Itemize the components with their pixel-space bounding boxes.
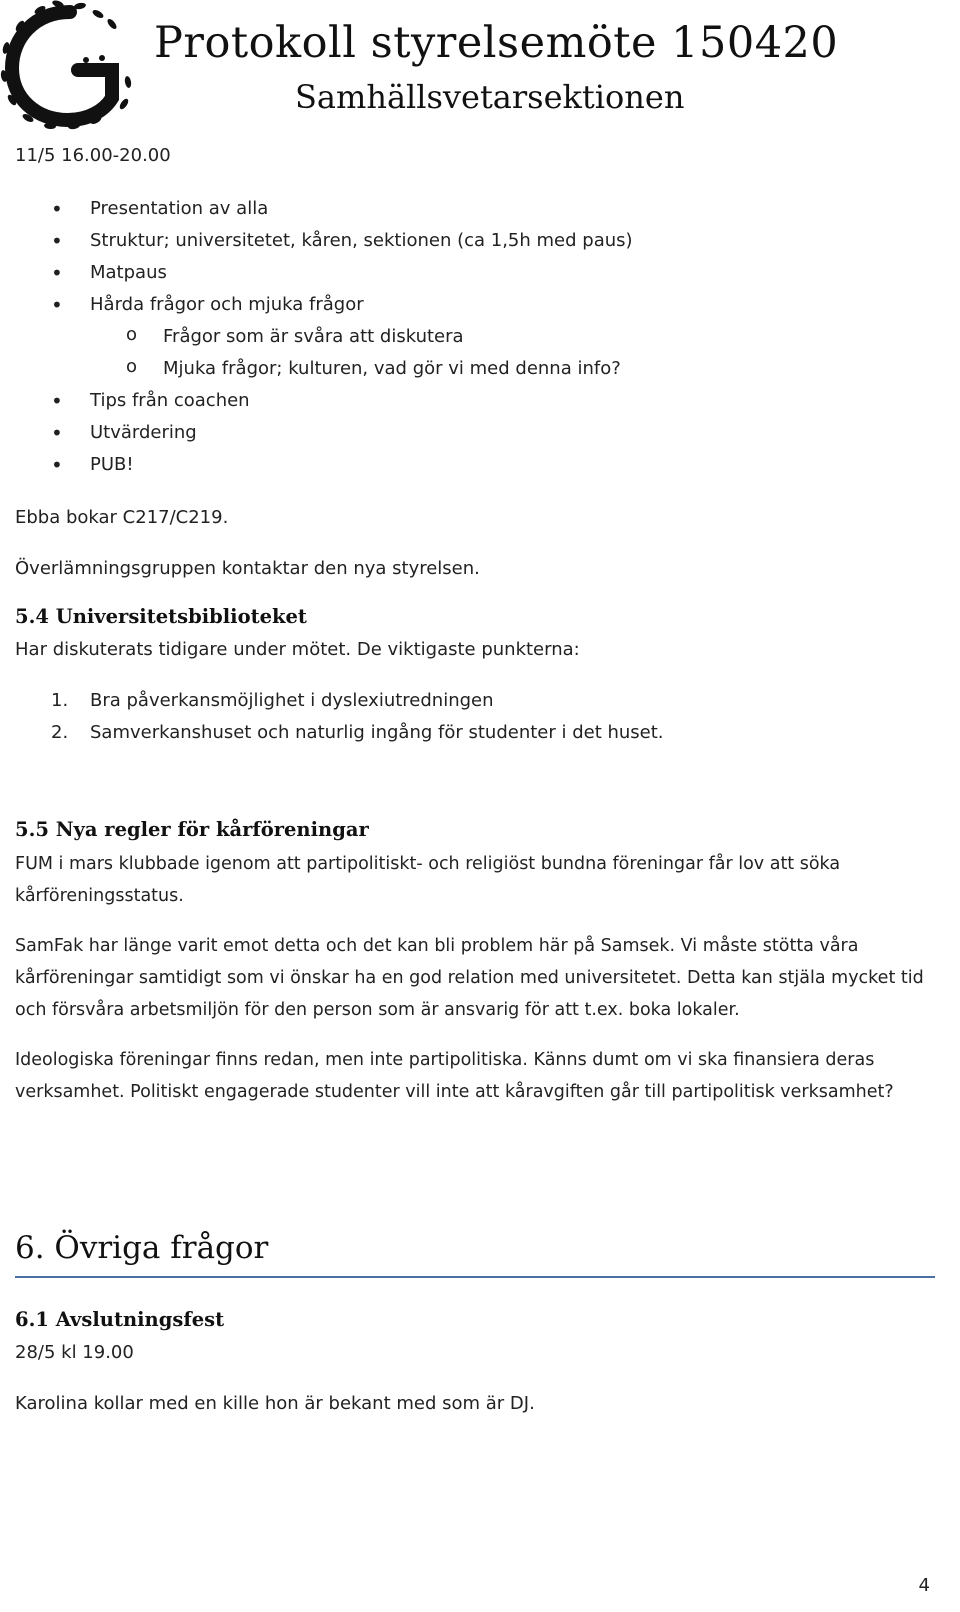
document-page: Protokoll styrelsemöte 150420 Samhällsvetarsektionen 11/5 16.00-20.00 • Presentation av alla • Struktur; universitetet, kåren, sektionen (ca 1,5h med paus) • Matpaus • Hårda frågor och mjuka frågor o Frågor som är svåra att diskutera o Mjuka frågor; kulturen, vad gör vi med denna info? • Tips från coachen • Utvärdering • PUB! Ebba bokar C217/C219. Överlämningsgruppen kontaktar den nya styrelsen. 5.4 Universitetsbiblioteket Har diskuterats tidigare under mötet. De viktigaste punkterna: 1. Bra påverkansmöjlighet i dyslexiutredningen 2. Samverkanshuset och naturlig ingång för studenter i det huset. 5.5 Nya regler för kårföreningar FUM i mars klubbade igenom att partipolitiskt- och religiöst bundna föreningar får lov att söka kårföreningsstatus. SamFak har länge varit emot detta och det kan bli problem här på Samsek. Vi måste stötta våra kårföreningar samtidigt som vi önskar ha en god relation med universitetet. Detta kan stjäla mycket tid och försvåra arbetsmiljön för den person som är ansvarig för att t.ex. boka lokaler. Ideologiska föreningar finns redan, men inte partipolitiska. Känns dumt om vi ska finansiera deras verksamhet. Politiskt engagerade studenter vill inte att kåravgiften går till partipolitisk verksamhet? 6. Övriga frågor 6.1 Avslutningsfest 28/5 kl 19.00 Karolina kollar med en kille hon är bekant med som är DJ. 4 [0, 0, 960, 1612]
document-title: Protokoll styrelsemöte 150420 [154, 18, 839, 68]
section-5-5-paragraph: FUM i mars klubbade igenom att partipolitiskt- och religiöst bundna föreningar får lov att söka kårföreningsstatus. [15, 854, 841, 906]
section-5-5-paragraph: SamFak har länge varit emot detta och det kan bli problem här på Samsek. Vi måste stötta våra kårföreningar samtidigt som vi önskar ha en god relation med universitetet. Detta kan stjäla mycket tid och försvåra arbetsmiljön för den person som är ansvarig för att t.ex. boka lokaler. [15, 936, 924, 1020]
dj-note: Karolina kollar med en kille hon är bekant med som är DJ. [15, 1393, 535, 1414]
page-number: 4 [918, 1575, 930, 1596]
bullet-icon: • [51, 453, 63, 477]
bullet-icon: • [51, 389, 63, 413]
section-heading-5-4: 5.4 Universitetsbiblioteket [15, 605, 307, 628]
bullet-icon: • [51, 421, 63, 445]
handover-note: Överlämningsgruppen kontaktar den nya styrelsen. [15, 558, 480, 579]
schedule-time: 11/5 16.00-20.00 [15, 145, 171, 166]
circle-bullet-icon: o [126, 324, 138, 345]
heading-underline [15, 1276, 935, 1278]
bullet-icon: • [51, 293, 63, 317]
bullet-icon: • [51, 261, 63, 285]
section-5-5-paragraph: Ideologiska föreningar finns redan, men inte partipolitiska. Känns dumt om vi ska finansiera deras verksamhet. Politiskt engagerade studenter vill inte att kåravgiften går till partipolitisk verksamhet? [15, 1050, 894, 1102]
party-date: 28/5 kl 19.00 [15, 1342, 134, 1363]
section-5-4-intro: Har diskuterats tidigare under mötet. De viktigaste punkterna: [15, 639, 580, 660]
document-subtitle: Samhällsvetarsektionen [295, 78, 685, 116]
section-heading-6-1: 6.1 Avslutningsfest [15, 1308, 225, 1331]
sektion-logo-icon [0, 0, 140, 130]
circle-bullet-icon: o [126, 356, 138, 377]
room-note: Ebba bokar C217/C219. [15, 507, 229, 528]
section-heading-6: 6. Övriga frågor [15, 1230, 269, 1266]
bullet-icon: • [51, 229, 63, 253]
bullet-icon: • [51, 197, 63, 221]
section-heading-5-5: 5.5 Nya regler för kårföreningar [15, 818, 369, 841]
